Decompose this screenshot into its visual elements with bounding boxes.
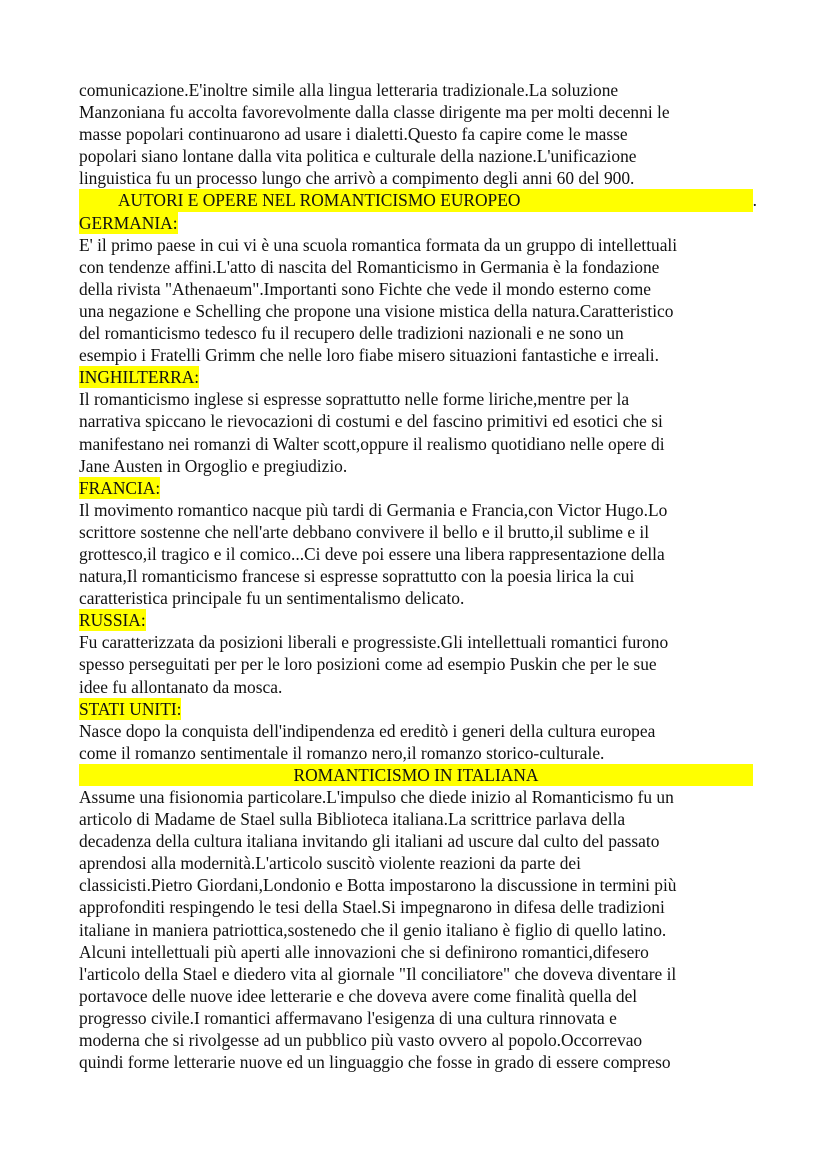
text-line: comunicazione.E'inoltre simile alla lingua letteraria tradizionale.La soluzione <box>79 80 619 100</box>
country-label-stati-uniti <box>79 698 769 720</box>
stati-uniti-paragraph <box>79 720 769 764</box>
text-line: Il romanticismo inglese si espresse soprattutto nelle forme liriche,mentre per la <box>79 389 630 410</box>
text-line: Nasce dopo la conquista dell'indipendenza ed ereditò i generi della cultura europea <box>79 720 656 741</box>
text-line: della rivista "Athenaeum".Importanti sono Fichte che vede il mondo esterno come <box>79 278 651 299</box>
country-label-francia <box>79 477 769 499</box>
highlighted-label: GERMANIA: <box>79 212 178 233</box>
inghilterra-paragraph <box>79 388 769 476</box>
highlighted-label: STATI UNITI: <box>79 698 182 719</box>
text-line: Manzoniana fu accolta favorevolmente dalla classe dirigente ma per molti decenni le <box>79 102 670 123</box>
text-line: classicisti.Pietro Giordani,Londonio e Botta impostarono la discussione in termini più <box>79 875 677 896</box>
section-heading-italia <box>79 764 753 786</box>
text-line: italiane in maniera patriottica,sostenedo che il genio italiano è figlio di quello latino. <box>79 919 667 940</box>
text-line: spesso perseguitati per per le loro posizioni come ad esempio Puskin che per le sue <box>79 654 657 675</box>
text-line: E' il primo paese in cui vi è una scuola romantica formata da un gruppo di intellettuali <box>79 234 678 255</box>
country-label-germania <box>79 212 769 234</box>
section-title: AUTORI E OPERE NEL ROMANTICISMO EUROPEO <box>118 190 521 211</box>
text-line: aprendosi alla modernità.L'articolo suscitò violente reazioni da parte dei <box>79 853 581 874</box>
highlighted-label: FRANCIA: <box>79 477 161 498</box>
text-line: masse popolari continuarono ad usare i dialetti.Questo fa capire come le masse <box>79 124 628 145</box>
text-line: manifestano nei romanzi di Walter scott,oppure il realismo quotidiano nelle opere di <box>79 433 665 454</box>
text-line: natura,Il romanticismo francese si espresse soprattutto con la poesia lirica la cui <box>79 566 635 587</box>
text-line: con tendenze affini.L'atto di nascita del Romanticismo in Germania è la fondazione <box>79 256 660 277</box>
highlighted-label: INGHILTERRA: <box>79 367 200 388</box>
text-line: grottesco,il tragico e il comico...Ci deve poi essere una libera rappresentazione della <box>79 543 665 564</box>
intro-paragraph <box>79 79 769 189</box>
section-heading-europe <box>79 189 757 211</box>
text-line: approfonditi respingendo le tesi della Stael.Si impegnarono in difesa delle tradizioni <box>79 897 665 918</box>
text-line: l'articolo della Stael e diedero vita al giornale "Il conciliatore" che doveva diventare il <box>79 963 677 984</box>
russia-paragraph <box>79 631 769 697</box>
text-line: popolari siano lontane dalla vita politica e culturale della nazione.L'unificazione <box>79 146 637 167</box>
text-line: progresso civile.I romantici affermavano l'esigenza di una cultura rinnovata e <box>79 1007 617 1028</box>
text-line: moderna che si rivolgesse ad un pubblico più vasto ovvero al popolo.Occorrevao <box>79 1030 643 1051</box>
text-line: Il movimento romantico nacque più tardi di Germania e Francia,con Victor Hugo.Lo <box>79 499 668 520</box>
text-line: portavoce delle nuove idee letterarie e che doveva avere come finalità quella del <box>79 985 638 1006</box>
section-trailing-mark: . <box>752 190 757 211</box>
country-label-russia <box>79 609 769 631</box>
text-line: quindi forme letterarie nuove ed un linguaggio che fosse in grado di essere compreso <box>79 1052 671 1073</box>
text-line: linguistica fu un processo lungo che arrivò a compimento degli anni 60 del 900. <box>79 168 635 189</box>
text-line: idee fu allontanato da mosca. <box>79 676 283 697</box>
text-line: articolo di Madame de Stael sulla Biblioteca italiana.La scrittrice parlava della <box>79 809 626 830</box>
italia-paragraph <box>79 786 769 1073</box>
text-line: del romanticismo tedesco fu il recupero delle tradizioni nazionali e ne sono un <box>79 323 624 344</box>
francia-paragraph <box>79 499 769 609</box>
text-line: narrativa spiccano le rievocazioni di costumi e del fascino primitivi ed esotici che si <box>79 411 663 432</box>
germania-paragraph <box>79 234 769 367</box>
highlighted-label: RUSSIA: <box>79 610 146 631</box>
text-line: esempio i Fratelli Grimm che nelle loro fiabe misero situazioni fantastiche e irreali. <box>79 345 659 366</box>
text-line: decadenza della cultura italiana invitando gli italiani ad uscure dal culto del passato <box>79 831 660 852</box>
section-title: ROMANTICISMO IN ITALIANA <box>293 764 539 785</box>
text-line: scrittore sostenne che nell'arte debbano convivere il bello e il brutto,il sublime e il <box>79 521 650 542</box>
text-line: caratteristica principale fu un sentimentalismo delicato. <box>79 588 465 609</box>
text-line: una negazione e Schelling che propone una visione mistica della natura.Caratteristico <box>79 300 674 321</box>
text-line: Jane Austen in Orgoglio e pregiudizio. <box>79 455 348 476</box>
text-line: Assume una fisionomia particolare.L'impulso che diede inizio al Romanticismo fu un <box>79 787 674 807</box>
text-line: Fu caratterizzata da posizioni liberali e progressiste.Gli intellettuali romantici furono <box>79 632 669 653</box>
country-label-inghilterra <box>79 366 769 388</box>
document-page <box>79 79 769 1073</box>
text-line: Alcuni intellettuali più aperti alle innovazioni che si definirono romantici,difesero <box>79 941 649 962</box>
text-line: come il romanzo sentimentale il romanzo nero,il romanzo storico-culturale. <box>79 742 605 763</box>
